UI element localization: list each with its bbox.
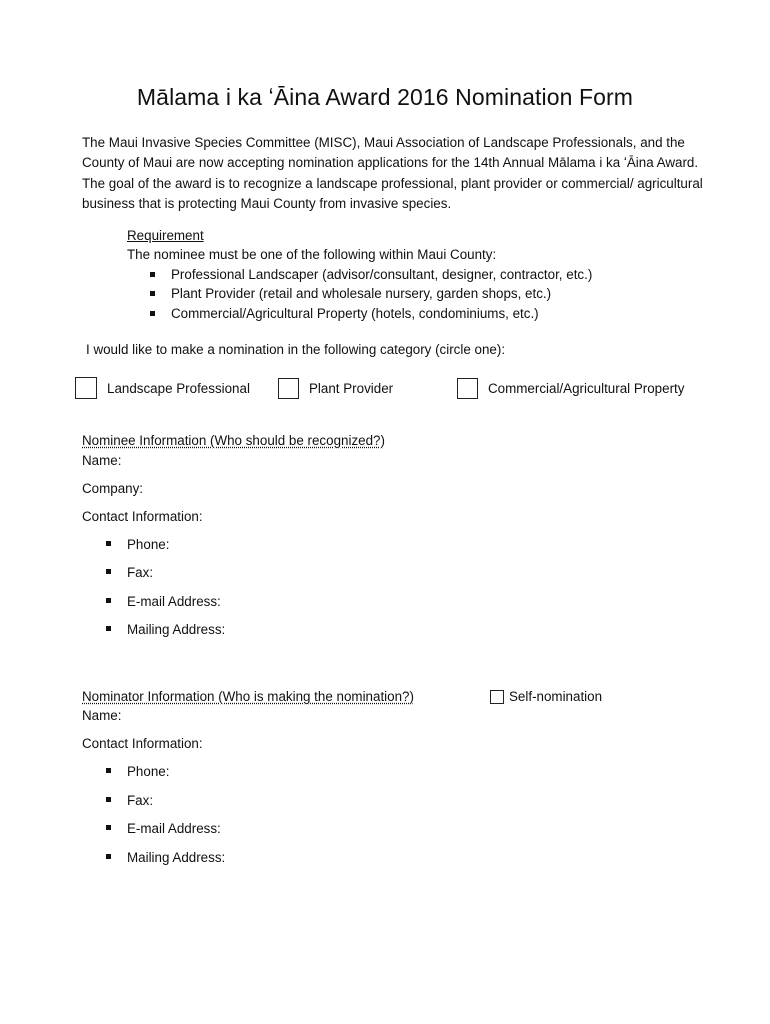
square-bullet-icon [106, 768, 111, 773]
requirement-item-text: Plant Provider (retail and wholesale nursery, garden shops, etc.) [171, 286, 552, 302]
category-option-commercial-agricultural[interactable] [457, 376, 684, 400]
nominee-mailing-address-field[interactable] [106, 622, 225, 637]
category-prompt: I would like to make a nomination in the following category (circle one): [86, 342, 506, 357]
nominator-phone-field[interactable] [106, 764, 169, 779]
category-option-label: Plant Provider [309, 380, 394, 396]
nominee-fax-field[interactable] [106, 565, 153, 580]
self-nomination-label: Self-nomination [509, 689, 603, 704]
square-bullet-icon [150, 272, 155, 277]
nominator-contact-label: Contact Information: [82, 736, 203, 751]
square-bullet-icon [150, 291, 155, 296]
square-bullet-icon [106, 541, 111, 546]
nominator-fax-field[interactable] [106, 793, 153, 808]
requirement-text: The nominee must be one of the following within Maui County: [127, 247, 497, 262]
square-bullet-icon [106, 598, 111, 603]
intro-paragraph: The Maui Invasive Species Committee (MISC), Maui Association of Landscape Professionals, and the County of Maui are now accepting nomination applications for the 14th Annual Mālama i ka ʻĀina Award. The goal of the award is to recognize a landscape professional, plant provider or commercial/ agricultural business that is protecting Maui County from invasive species. [82, 135, 703, 211]
requirement-item [150, 265, 592, 284]
requirement-item-text: Commercial/Agricultural Property (hotels, condominiums, etc.) [171, 305, 539, 321]
nominee-section-heading: Nominee Information (Who should be recognized?) [82, 433, 385, 448]
page-title: Mālama i ka ʻĀina Award 2016 Nomination Form [136, 84, 634, 110]
square-bullet-icon [150, 311, 155, 316]
field-label: Phone: [127, 764, 170, 779]
requirement-item [150, 304, 592, 323]
nominee-email-field[interactable] [106, 594, 221, 609]
category-option-label: Commercial/Agricultural Property [488, 380, 685, 396]
square-bullet-icon [106, 569, 111, 574]
square-bullet-icon [106, 626, 111, 631]
square-bullet-icon [106, 825, 111, 830]
requirement-heading: Requirement [127, 228, 204, 243]
field-label: Fax: [127, 565, 154, 580]
category-option-label: Landscape Professional [107, 380, 250, 396]
requirement-item [150, 284, 592, 303]
square-bullet-icon [106, 797, 111, 802]
self-nomination-checkbox[interactable] [490, 689, 602, 704]
checkbox-icon[interactable] [490, 690, 504, 704]
field-label: E-mail Address: [127, 594, 221, 609]
checkbox-icon[interactable] [75, 377, 97, 399]
category-option-landscape-professional[interactable] [75, 376, 250, 400]
nominator-name-field[interactable]: Name: [82, 708, 122, 723]
field-label: Phone: [127, 537, 170, 552]
requirement-item-text: Professional Landscaper (advisor/consultant, designer, contractor, etc.) [171, 267, 593, 282]
nominee-company-field[interactable]: Company: [82, 481, 144, 496]
field-label: Mailing Address: [127, 850, 226, 865]
requirement-list [150, 265, 592, 323]
checkbox-icon[interactable] [278, 378, 299, 399]
field-label: Fax: [127, 793, 154, 808]
nominee-name-field[interactable]: Name: [82, 453, 122, 468]
field-label: E-mail Address: [127, 821, 221, 836]
nominator-section-heading: Nominator Information (Who is making the nomination?) [82, 689, 414, 704]
field-label: Mailing Address: [127, 622, 226, 637]
category-option-plant-provider[interactable] [278, 376, 393, 400]
checkbox-icon[interactable] [457, 378, 478, 399]
nominee-phone-field[interactable] [106, 537, 169, 552]
nominator-email-field[interactable] [106, 821, 221, 836]
nominee-contact-label: Contact Information: [82, 509, 203, 524]
square-bullet-icon [106, 854, 111, 859]
nominator-mailing-address-field[interactable] [106, 850, 225, 865]
